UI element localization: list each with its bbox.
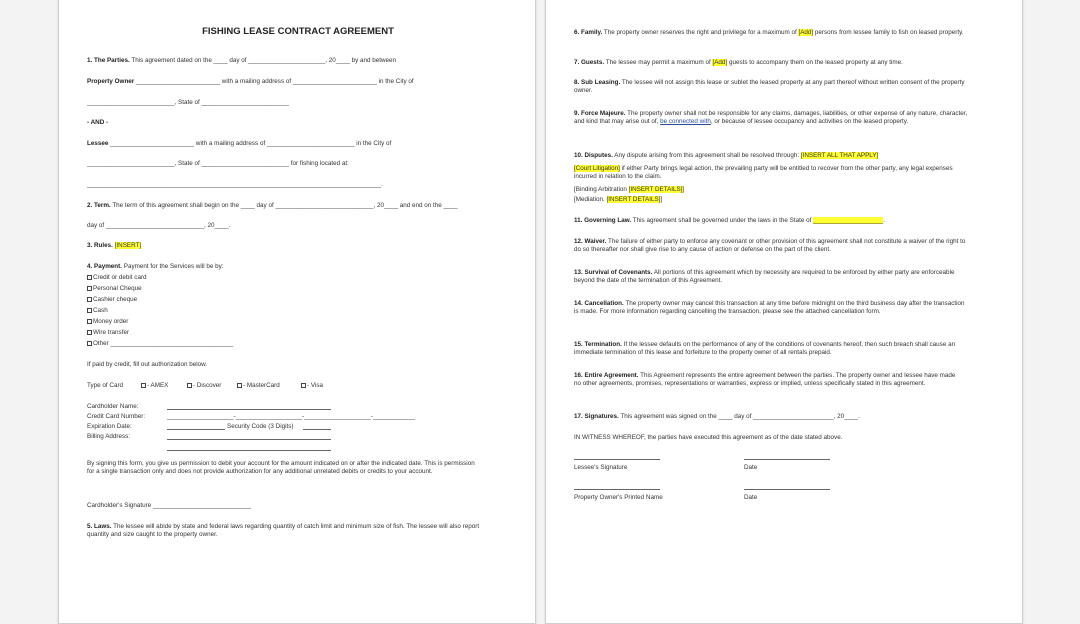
document-page-2 [545, 0, 1023, 624]
payment-option[interactable]: Money order [87, 318, 128, 326]
checkbox[interactable] [141, 383, 146, 388]
survival-clause: 13. Survival of Covenants. All portions of this agreement which by necessity are required to be enforced by either party are enforceable beyond the date of the termination of this Agreement. [574, 269, 955, 284]
disputes-clause: 10. Disputes. Any dispute arising from this agreement shall be resolved through: [INSERT ALL THAT APPLY] [574, 152, 879, 159]
cancellation-clause: 14. Cancellation. The property owner may cancel this transaction at any time before midnight on the third business day after the transaction is made. For more information regarding cancelling the transaction, please see the attached cancellation form. [574, 300, 965, 315]
card-number-label: Credit Card Number: [87, 413, 146, 420]
witness-statement: IN WITNESS WHEREOF, the parties have executed this agreement as of the date stated above. [574, 434, 843, 441]
lessee-date-label: Date [744, 464, 758, 471]
term-clause: 2. Term. The term of this agreement shall begin on the ____ day of ____________________________, 20____ and end on the ____ [87, 202, 458, 209]
lessee-line: Lessee ________________________ with a mailing address of _________________________ in the City of [87, 140, 392, 147]
payment-clause: 4. Payment. Payment for the Services will be by: [87, 263, 224, 270]
lessee-signature-line[interactable] [574, 454, 660, 460]
cardholder-signature: Cardholder's Signature ____________________________ [87, 502, 252, 509]
card-type-amex[interactable]: - AMEX [141, 382, 168, 390]
subleasing-clause: 8. Sub Leasing. The lessee will not assign this lease or sublet the leased property at any part thereof without written consent of the property owner. [574, 79, 965, 94]
cardholder-name-field[interactable] [167, 403, 331, 410]
payment-option[interactable]: Other ___________________________________ [87, 340, 233, 348]
and-separator: - AND - [87, 119, 109, 126]
connected-with-link[interactable]: be connected with [660, 118, 711, 125]
payment-option[interactable]: Personal Cheque [87, 285, 142, 293]
force-majeure-clause: 9. Force Majeure. The property owner shall not be responsible for any claims, damages, liabilities, or other expense of any nature, character, and kind that may arise out of, be connected with, or because of lessee occupancy and activities on the leased property. [574, 110, 968, 125]
family-clause: 6. Family. The property owner reserves the right and privilege for a maximum of [Add] persons from lessee family to fish on leased property. [574, 29, 964, 36]
expiration-field[interactable] [167, 423, 225, 430]
checkbox[interactable] [237, 383, 242, 388]
governing-law-clause: 11. Governing Law. This agreement shall be governed under the laws in the State of ____________________. [574, 217, 885, 224]
checkbox[interactable] [87, 341, 92, 346]
lessee-state-line: _________________________, State of _________________________ for fishing located at: [87, 160, 349, 167]
guests-clause: 7. Guests. The lessee may permit a maximum of [Add] guests to accompany them on the leased property at any time. [574, 59, 903, 66]
payment-option[interactable]: Wire transfer [87, 329, 129, 337]
card-type-label: Type of Card [87, 382, 124, 389]
signatures-clause: 17. Signatures. This agreement was signed on the ____ day of _______________________, 20____. [574, 413, 860, 420]
entire-agreement-clause: 16. Entire Agreement. This Agreement represents the entire agreement between the parties. The property owner and lessee have made no other agreements, promises, representations or warranties, express or implied, unless specifically stated in this agreement. [574, 372, 956, 387]
billing-address-label: Billing Address: [87, 433, 131, 440]
owner-name-label: Property Owner's Printed Name [574, 494, 663, 501]
cardholder-name-label: Cardholder Name: [87, 403, 139, 410]
parties-clause: 1. The Parties. This agreement dated on the ____ day of ______________________, 20____ by and between [87, 57, 397, 64]
court-litigation-option: [Court Litigation] if either Party brings legal action, the prevailing party will be entitled to recover from the other party, any legal expenses incurred in relation to the claim. [574, 165, 953, 180]
rules-clause: 3. Rules. [INSERT] [87, 242, 142, 249]
document-title: FISHING LEASE CONTRACT AGREEMENT [202, 26, 394, 37]
term-clause-cont: day of ____________________________, 20____. [87, 222, 231, 229]
owner-state-line: _________________________, State of _________________________ [87, 99, 290, 106]
checkbox[interactable] [87, 297, 92, 302]
owner-date-line[interactable] [744, 484, 830, 490]
document-page-1 [58, 0, 536, 624]
checkbox[interactable] [87, 330, 92, 335]
mediation-option: [Mediation. [INSERT DETAILS]] [574, 196, 663, 203]
lessee-date-line[interactable] [744, 454, 830, 460]
expiration-label: Expiration Date: [87, 423, 132, 430]
waiver-clause: 12. Waiver. The failure of either party to enforce any covenant or other provision of this agreement shall not constitute a waiver of the right to do so thereafter nor shall give rise to any cause of action or defense on the part of the client. [574, 238, 966, 253]
owner-name-line[interactable] [574, 484, 660, 490]
payment-option[interactable]: Cash [87, 307, 108, 315]
billing-address-field[interactable] [167, 433, 331, 440]
payment-option[interactable]: Credit or debit card [87, 274, 147, 282]
credit-note: If paid by credit, fill out authorization below. [87, 361, 208, 368]
authorization-text: By signing this form, you give us permission to debit your account for the amount indicated on or after the indicated date. This is permission for a single transaction only and does not provide authorization for any additional unrelated debits or credits to your account. [87, 460, 475, 475]
checkbox[interactable] [87, 286, 92, 291]
arbitration-option: [Binding Arbitration [INSERT DETAILS]] [574, 186, 685, 193]
checkbox[interactable] [87, 308, 92, 313]
checkbox[interactable] [187, 383, 192, 388]
card-type-discover[interactable]: - Discover [187, 382, 221, 390]
property-owner-line: Property Owner ________________________ with a mailing address of ________________________ in the City of [87, 78, 414, 85]
security-code-label: Security Code (3 Digits) [227, 423, 294, 430]
security-code-field[interactable] [303, 423, 331, 430]
card-type-visa[interactable]: - Visa [301, 382, 323, 390]
payment-option[interactable]: Cashier cheque [87, 296, 137, 304]
card-number-field[interactable]: ___________________-___________________-___________________-____________ [167, 413, 415, 420]
billing-address-field-2[interactable] [167, 444, 331, 451]
checkbox[interactable] [301, 383, 306, 388]
owner-date-label: Date [744, 494, 758, 501]
termination-clause: 15. Termination. If the lessee defaults on the performance of any of the conditions of covenants hereof, then such breach shall cause an immediate termination of this lease and forfeiture to the property owner of all rentals prepaid. [574, 341, 956, 356]
card-type-mastercard[interactable]: - MasterCard [237, 382, 280, 390]
checkbox[interactable] [87, 319, 92, 324]
laws-clause: 5. Laws. The lessee will abide by state and federal laws regarding quantity of catch limit and minimum size of fish. The lessee will also report quantity and size caught to the property owner. [87, 523, 480, 538]
lessee-location-line: ____________________________________________________________________________________. [87, 181, 383, 188]
lessee-signature-label: Lessee's Signature [574, 464, 628, 471]
checkbox[interactable] [87, 275, 92, 280]
